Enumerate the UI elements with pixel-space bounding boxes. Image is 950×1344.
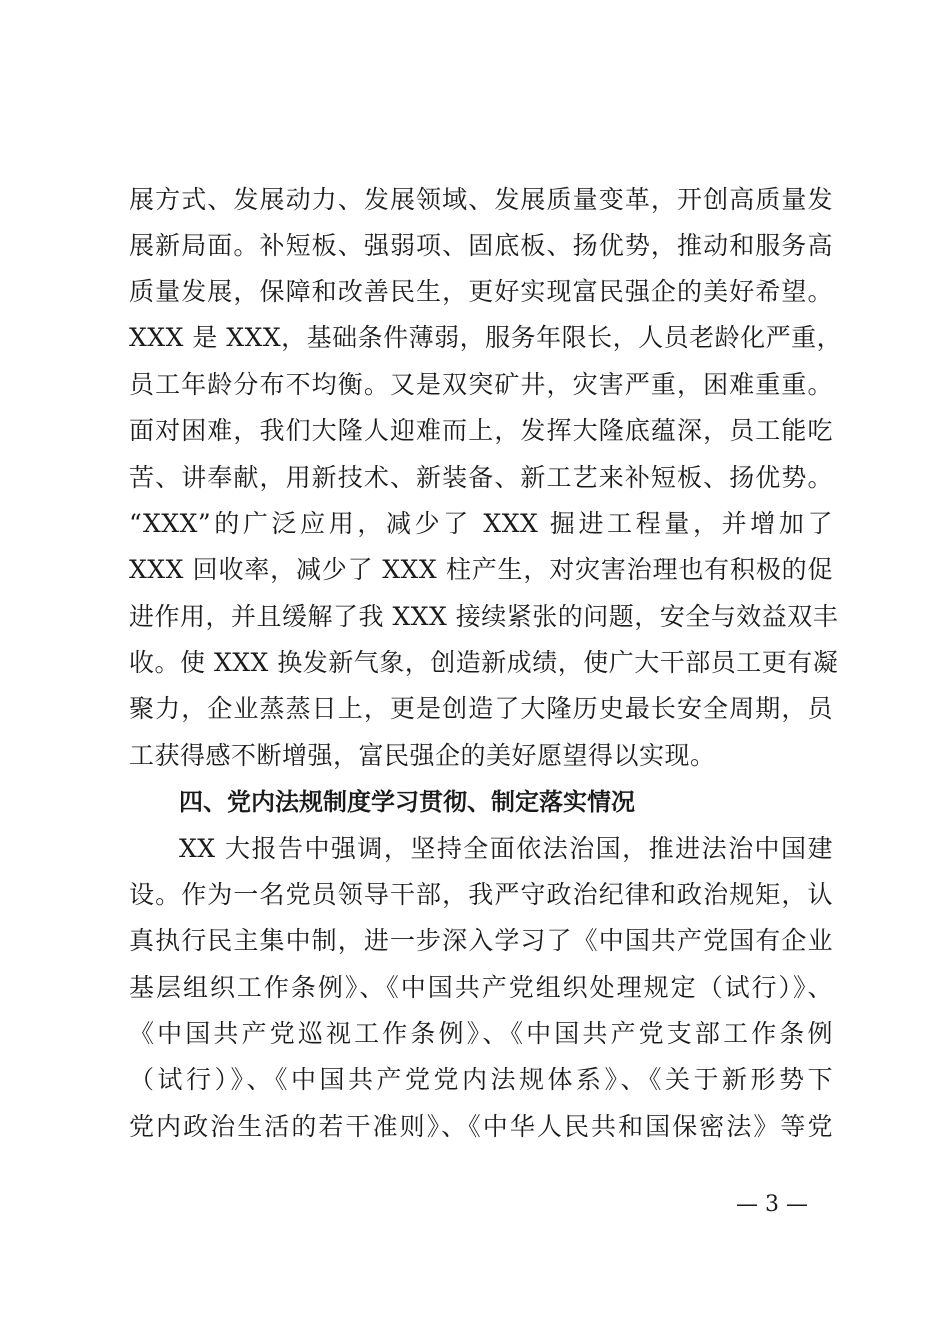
body-text-line: 进作用，并且缓解了我 XXX 接续紧张的问题，安全与效益双丰 xyxy=(129,602,839,631)
body-text-line: XXX 回收率，减少了 XXX 柱产生，对灾害治理也有积极的促 xyxy=(129,555,833,584)
section-heading: 四、党内法规制度学习贯彻、制定落实情况 xyxy=(179,788,635,816)
body-text-line: 收。使 XXX 换发新气象，创造新成绩，使广大干部员工更有凝 xyxy=(129,648,839,677)
body-text-line: 展新局面。补短板、强弱项、固底板、扬优势，推动和服务高 xyxy=(129,231,833,260)
body-text-line: 面对困难，我们大隆人迎难而上，发挥大隆底蕴深，员工能吃 xyxy=(129,416,833,445)
body-text-line: 《中国共产党巡视工作条例》、《中国共产党支部工作条例 xyxy=(129,1019,833,1048)
body-text-line: 工获得感不断增强，富民强企的美好愿望得以实现。 xyxy=(129,741,716,770)
body-text-line: 聚力，企业蒸蒸日上，更是创造了大隆历史最长安全周期，员 xyxy=(129,694,833,723)
body-text-line: 真执行民主集中制，进一步深入学习了《中国共产党国有企业 xyxy=(129,926,833,955)
body-text-line: 质量发展，保障和改善民生，更好实现富民强企的美好希望。 xyxy=(129,277,833,306)
body-text-line: XXX 是 XXX，基础条件薄弱，服务年限长，人员老龄化严重， xyxy=(129,323,843,352)
body-text-line: 展方式、发展动力、发展领域、发展质量变革，开创高质量发 xyxy=(129,185,833,214)
body-text-line: 基层组织工作条例》、《中国共产党组织处理规定（试行）》、 xyxy=(129,973,833,1002)
body-text-line: XX 大报告中强调，坚持全面依法治国，推进法治中国建 xyxy=(179,834,833,863)
page-number: — 3 — xyxy=(736,1192,808,1217)
body-text-line: “XXX”的广泛应用，减少了 XXX 掘进工程量，并增加了 xyxy=(129,509,833,538)
body-text-line: 党内政治生活的若干准则》、《中华人民共和国保密法》等党 xyxy=(129,1112,833,1141)
body-text-line: 员工年龄分布不均衡。又是双突矿井，灾害严重，困难重重。 xyxy=(129,370,833,399)
body-text-line: 设。作为一名党员领导干部，我严守政治纪律和政治规矩，认 xyxy=(129,880,833,909)
body-text-line: 苦、讲奉献，用新技术、新装备、新工艺来补短板、扬优势。 xyxy=(129,463,833,492)
body-text-line: （试行）》、《中国共产党党内法规体系》、《关于新形势下 xyxy=(129,1065,833,1094)
